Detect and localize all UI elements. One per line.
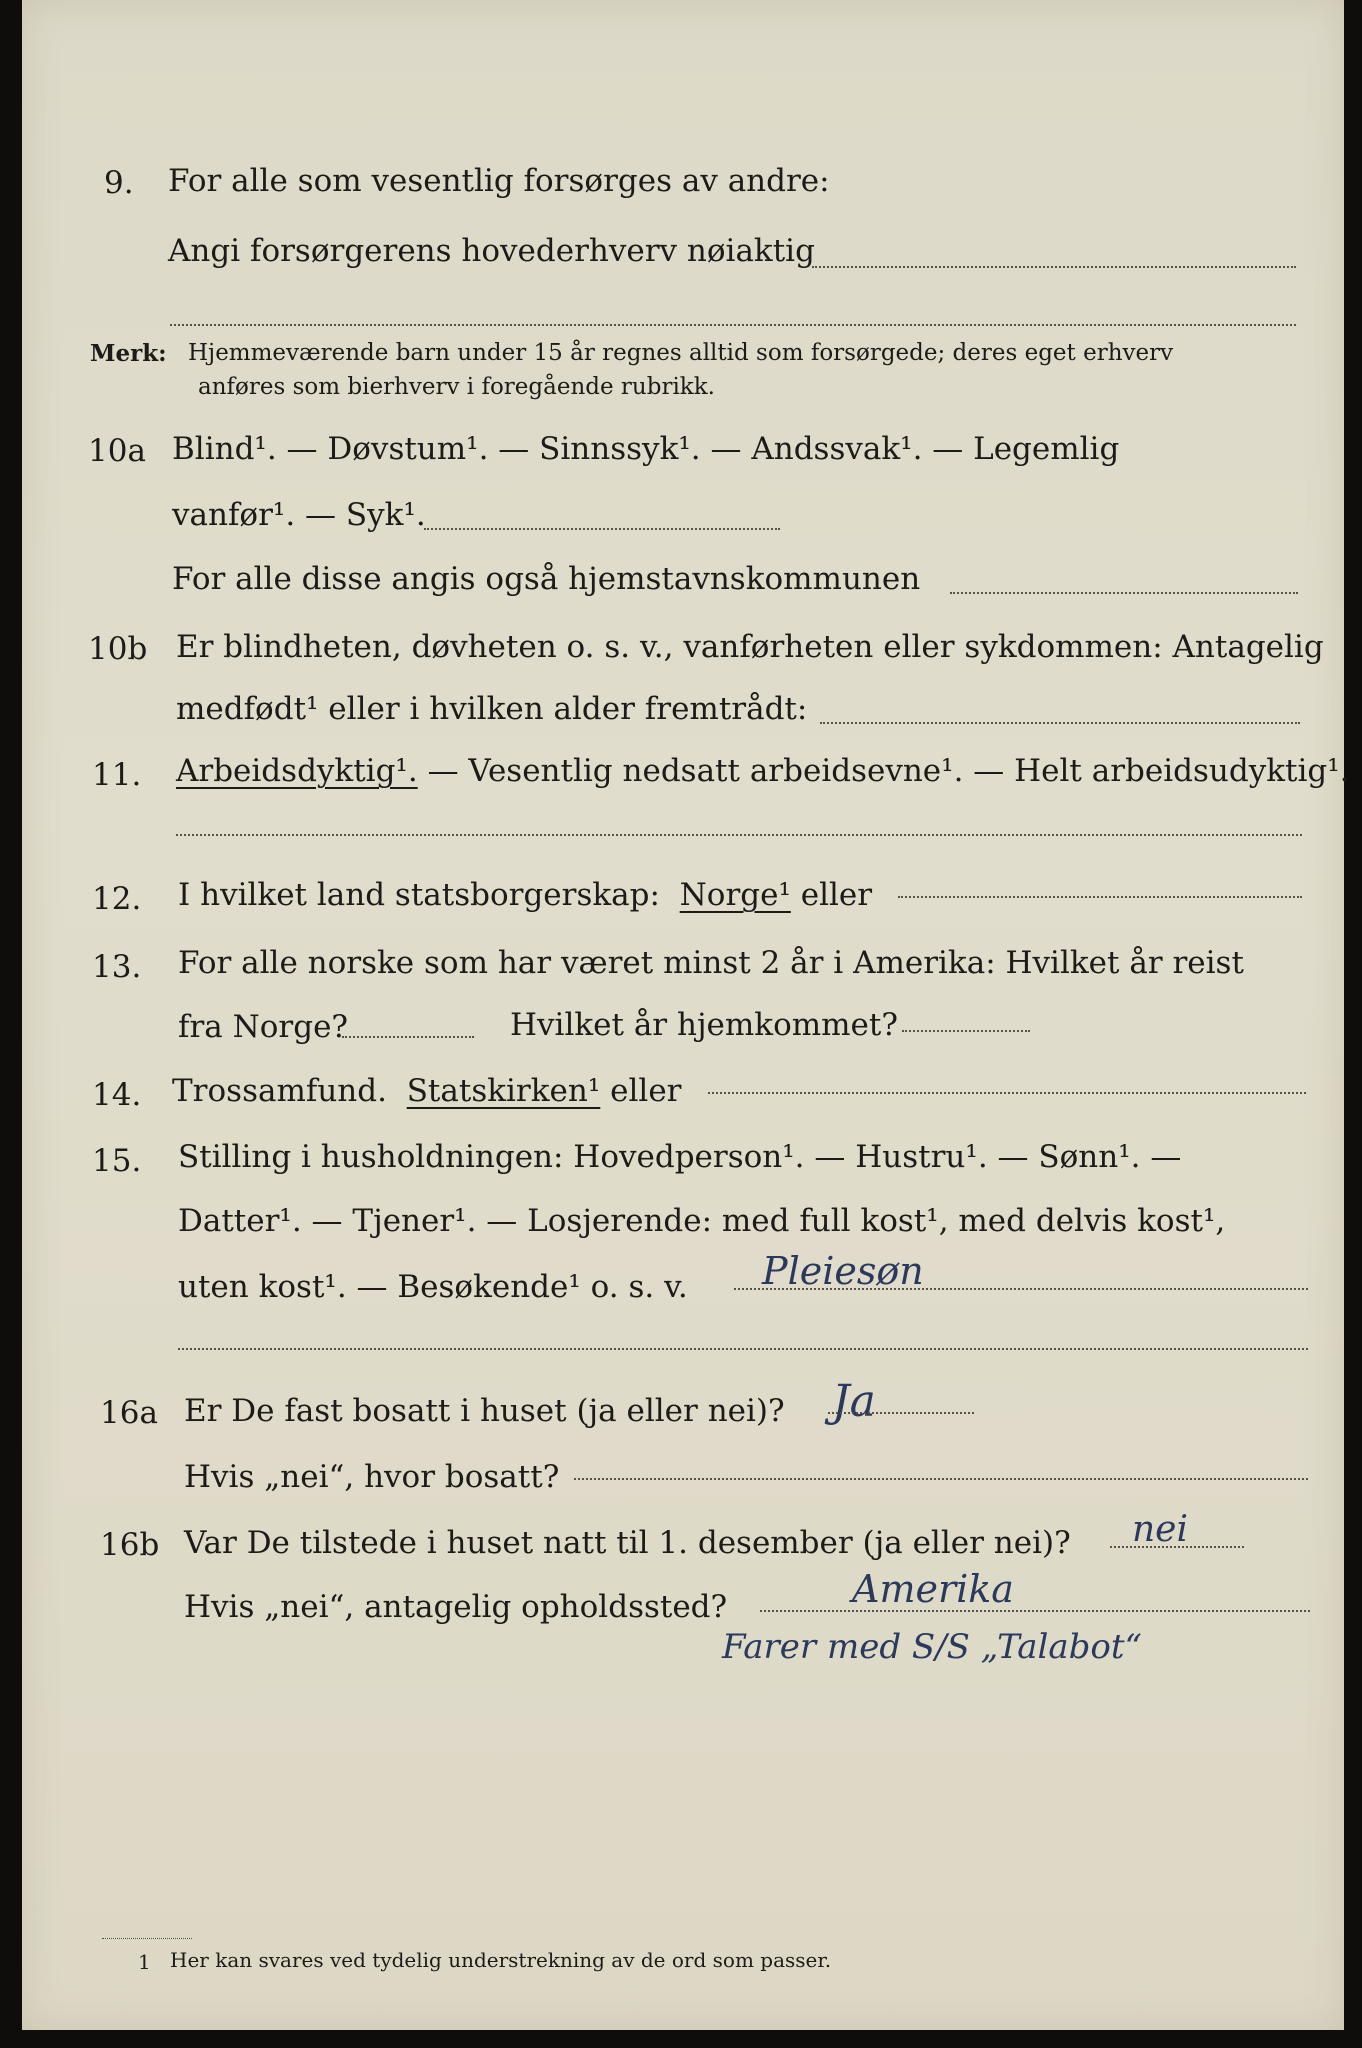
q15-line1: Stilling i husholdningen: Hovedperson¹. — Hustru¹. — Sønn¹. — [178, 1139, 1182, 1175]
footnote-mark: 1 [138, 1950, 151, 1974]
q14-option-statskirken: Statskirken¹ [406, 1073, 601, 1109]
q14-answer-line [708, 1092, 1306, 1094]
q10b-line1: Er blindheten, døvheten o. s. v., vanførheten eller sykdommen: Antagelig [176, 629, 1324, 665]
q16a-answer-line [828, 1412, 974, 1414]
q9-answer-line [812, 266, 1296, 268]
q15-number: 15. [92, 1143, 142, 1179]
q14-line [172, 1073, 682, 1109]
q16b-tilstede-line [1110, 1546, 1244, 1548]
q12-answer-line [898, 896, 1302, 898]
q15-line3: uten kost¹. — Besøkende¹ o. s. v. [178, 1269, 688, 1305]
q12-question: I hvilket land statsborgerskap: [178, 877, 660, 913]
merk-line1: Hjemmeværende barn under 15 år regnes alltid som forsørgede; deres eget erhverv [188, 340, 1174, 366]
footnote-text: Her kan svares ved tydelig understrekning av de ord som passer. [170, 1948, 832, 1972]
q9-line2: Angi forsørgerens hovederhverv nøiaktig [168, 233, 815, 269]
census-form-page [22, 0, 1350, 2030]
q10a-line2: vanfør¹. — Syk¹. [172, 497, 426, 533]
q10a-line3: For alle disse angis også hjemstavnskommunen [172, 561, 921, 597]
q13-line2a: fra Norge? [178, 1009, 349, 1045]
q10a-number: 10a [88, 433, 146, 469]
footnote-separator [102, 1938, 192, 1939]
q11-option-arbeidsdyktig: Arbeidsdyktig¹. [176, 753, 418, 789]
q9-line1: For alle som vesentlig forsørges av andre: [168, 163, 830, 199]
q13-hjemkommet-line [902, 1030, 1030, 1032]
q16a-handwritten-answer: Ja [832, 1376, 876, 1427]
q11-rest: — Vesentlig nedsatt arbeidsevne¹. — Helt arbeidsudyktig¹. [427, 753, 1350, 789]
q16a-bosatt-line [574, 1478, 1308, 1480]
q16a-number: 16a [100, 1395, 158, 1431]
merk-label: Merk: [90, 340, 167, 367]
q12-option-norge: Norge¹ [679, 877, 791, 913]
q13-line1: For alle norske som har været minst 2 år i Amerika: Hvilket år reist [178, 945, 1244, 981]
q16b-handwritten-answer-1: nei [1132, 1509, 1189, 1550]
q11-line [176, 753, 1350, 789]
q13-line2b: Hvilket år hjemkommet? [510, 1007, 898, 1043]
q10b-answer-line [820, 722, 1300, 724]
q12-post: eller [800, 877, 873, 913]
q16a-line2: Hvis „nei“, hvor bosatt? [184, 1459, 560, 1495]
q12-line [178, 877, 873, 913]
q9-number: 9. [104, 165, 134, 201]
q14-question: Trossamfund. [172, 1073, 387, 1109]
q10a-hjemstavn-line [950, 592, 1298, 594]
merk-line2: anføres som bierhverv i foregående rubrikk. [198, 374, 715, 400]
q14-post: eller [610, 1073, 682, 1109]
q16b-opholdssted-line [760, 1610, 1310, 1612]
q14-number: 14. [92, 1077, 142, 1113]
q9-answer-line-2 [170, 324, 1296, 326]
q13-reist-line [342, 1036, 474, 1038]
q16b-handwritten-answer-2: Amerika [852, 1567, 1014, 1611]
q15-answer-line-2 [178, 1348, 1308, 1350]
q16a-line1: Er De fast bosatt i huset (ja eller nei)? [184, 1393, 785, 1429]
q10a-line1: Blind¹. — Døvstum¹. — Sinnssyk¹. — Andssvak¹. — Legemlig [172, 431, 1120, 467]
q16b-number: 16b [100, 1527, 160, 1563]
q11-number: 11. [92, 757, 142, 793]
q11-answer-line [176, 834, 1302, 836]
q16b-line2: Hvis „nei“, antagelig opholdssted? [184, 1589, 728, 1625]
q10a-answer-line [424, 528, 780, 530]
q13-number: 13. [92, 949, 142, 985]
q10b-number: 10b [88, 631, 148, 667]
q10b-line2: medfødt¹ eller i hvilken alder fremtrådt: [176, 691, 808, 727]
q15-handwritten-answer: Pleiesøn [762, 1249, 924, 1293]
q15-answer-line [734, 1288, 1308, 1290]
q16b-line1: Var De tilstede i huset natt til 1. desember (ja eller nei)? [184, 1525, 1071, 1561]
q16b-handwritten-answer-3: Farer med S/S „Talabot“ [722, 1627, 1142, 1667]
q15-line2: Datter¹. — Tjener¹. — Losjerende: med full kost¹, med delvis kost¹, [178, 1203, 1226, 1239]
q12-number: 12. [92, 881, 142, 917]
